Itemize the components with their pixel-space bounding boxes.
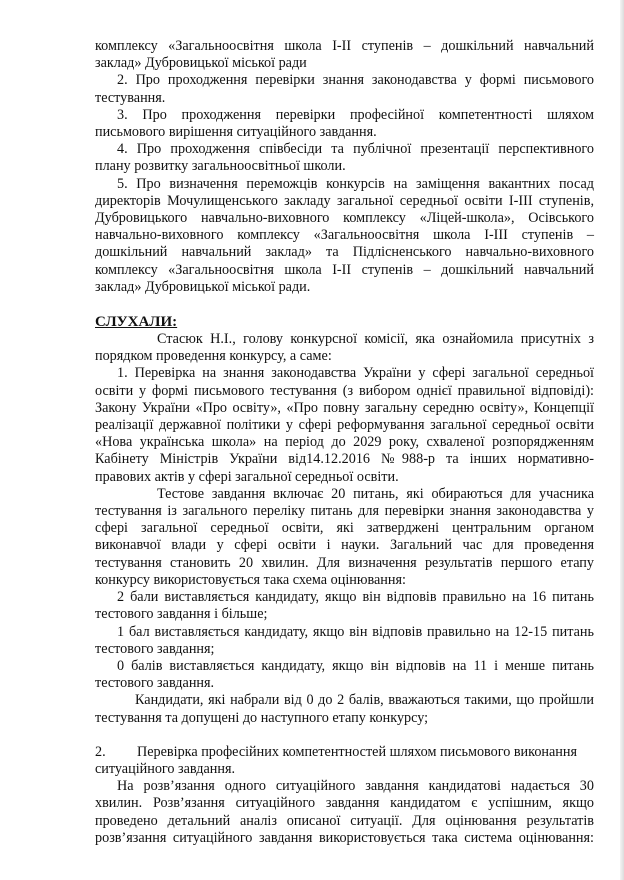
text-line: заклад» Дубровицької міської ради. xyxy=(95,278,311,295)
text-line: правових актів у сфері загальної середньої освіти. xyxy=(95,468,399,485)
text-line: освіти у формі письмового тестування (з вибором однієї правильної відповіді): xyxy=(95,382,594,399)
text-line: заклад» Дубровицької міської ради xyxy=(95,55,307,72)
text-line: комплексу «Загальноосвітня школа І-ІІ ступенів – дошкільний навчальний xyxy=(95,261,594,278)
text-line: розв’язання ситуаційного завдання використовується така система оцінювання: xyxy=(95,829,594,846)
text-line: тестування та допущені до наступного етапу конкурсу; xyxy=(95,709,429,726)
text-line: Тестове завдання включає 20 питань, які обираються для учасника xyxy=(157,485,594,502)
scoring-rule: 1 бал виставляється кандидату, якщо він відповів правильно на 12-15 питань xyxy=(117,623,594,640)
item-number: 2. xyxy=(95,743,106,760)
text-line: ситуаційного завдання. xyxy=(95,760,236,777)
section-heading: СЛУХАЛИ: xyxy=(95,314,178,331)
text-line: Перевірка професійних компетентностей шляхом письмового виконання xyxy=(137,743,578,760)
scoring-rule: 2 бали виставляється кандидату, якщо він відповів правильно на 16 питань xyxy=(117,589,594,606)
text-line: Кандидати, які набрали від 0 до 2 балів, вважаються такими, що пройшли xyxy=(135,692,594,709)
agenda-item-4: 4. Про проходження співбесіди та публічної презентації перспективного xyxy=(117,141,594,158)
text-line: тестування із загального переліку питань для перевірки знання законодавства у xyxy=(95,503,594,520)
text-line: «Нова українська школа» на період до 2029 року, схваленої розпорядженням xyxy=(95,434,594,451)
text-line: Кабінету Міністрів України від14.12.2016 №988-р та інших нормативно- xyxy=(95,451,594,468)
text-line: реалізації державної політики у сфері реформування загальної середньої освіти xyxy=(95,417,594,434)
scan-edge xyxy=(620,0,624,880)
text-line: плану розвитку загальноосвітньої школи. xyxy=(95,158,346,175)
text-line: На розв’язання одного ситуаційного завдання кандидатові надається 30 xyxy=(117,778,594,795)
procedure-item-2 xyxy=(95,744,594,761)
text-line: тестового завдання і більше; xyxy=(95,606,268,623)
text-line: навчально-виховного комплексу «Загальноосвітня школа І-ІІІ ступенів – xyxy=(95,227,594,244)
scoring-rule: 0 балів виставляється кандидату, якщо він відповів на 11 і менше питань xyxy=(117,657,594,674)
agenda-item-5: 5. Про визначення переможців конкурсів на заміщення вакантних посад xyxy=(117,175,594,192)
text-line: хвилин. Розв’язання ситуаційного завдання кандидатом є успішним, якщо xyxy=(95,795,594,812)
text-line: проведено детальний аналіз описаної ситуації. Для оцінювання результатів xyxy=(95,812,594,829)
text-line: комплексу «Загальноосвітня школа І-ІІ ступенів – дошкільний навчальний xyxy=(95,38,594,54)
agenda-item-2: 2. Про проходження перевірки знання законодавства у формі письмового xyxy=(117,72,594,89)
text-line: конкурсу використовується така схема оцінювання: xyxy=(95,571,406,588)
text-line: тестового завдання. xyxy=(95,675,215,692)
procedure-item-1: 1. Перевірка на знання законодавства України у сфері загальної середньої xyxy=(117,365,594,382)
text-line: письмового вирішення ситуаційного завдання. xyxy=(95,124,377,141)
text-line: Дубровицького навчально-виховного комплексу «Ліцей-школа», Осівського xyxy=(95,210,594,227)
text-line: тестування. xyxy=(95,89,166,106)
text-line: порядком проведення конкурсу, а саме: xyxy=(95,348,332,365)
text-line: дошкільний навчальний заклад» та Підлісненського навчально-виховного xyxy=(95,244,594,261)
text-line: Стасюк Н.І., голову конкурсної комісії, яка ознайомила присутніх з xyxy=(157,331,594,348)
text-line: тестування становить 20 хвилин. Для визначення результатів першого етапу xyxy=(95,554,594,571)
text-line: директорів Мочулищенського закладу загальної середньої освіти І-ІІІ ступенів, xyxy=(95,192,594,209)
text-line: виконавчої влади у сфері освіти і науки. Загальний час для проведення xyxy=(95,537,594,554)
text-line: тестового завдання; xyxy=(95,640,215,657)
text-line: сфері загальної середньої освіти, які затверджені центральним органом xyxy=(95,520,594,537)
agenda-item-3: 3. Про проходження перевірки професійної компетентності шляхом xyxy=(117,106,594,123)
text-line: Закону України «Про освіту», «Про повну загальну середню освіту», Концепції xyxy=(95,399,594,416)
